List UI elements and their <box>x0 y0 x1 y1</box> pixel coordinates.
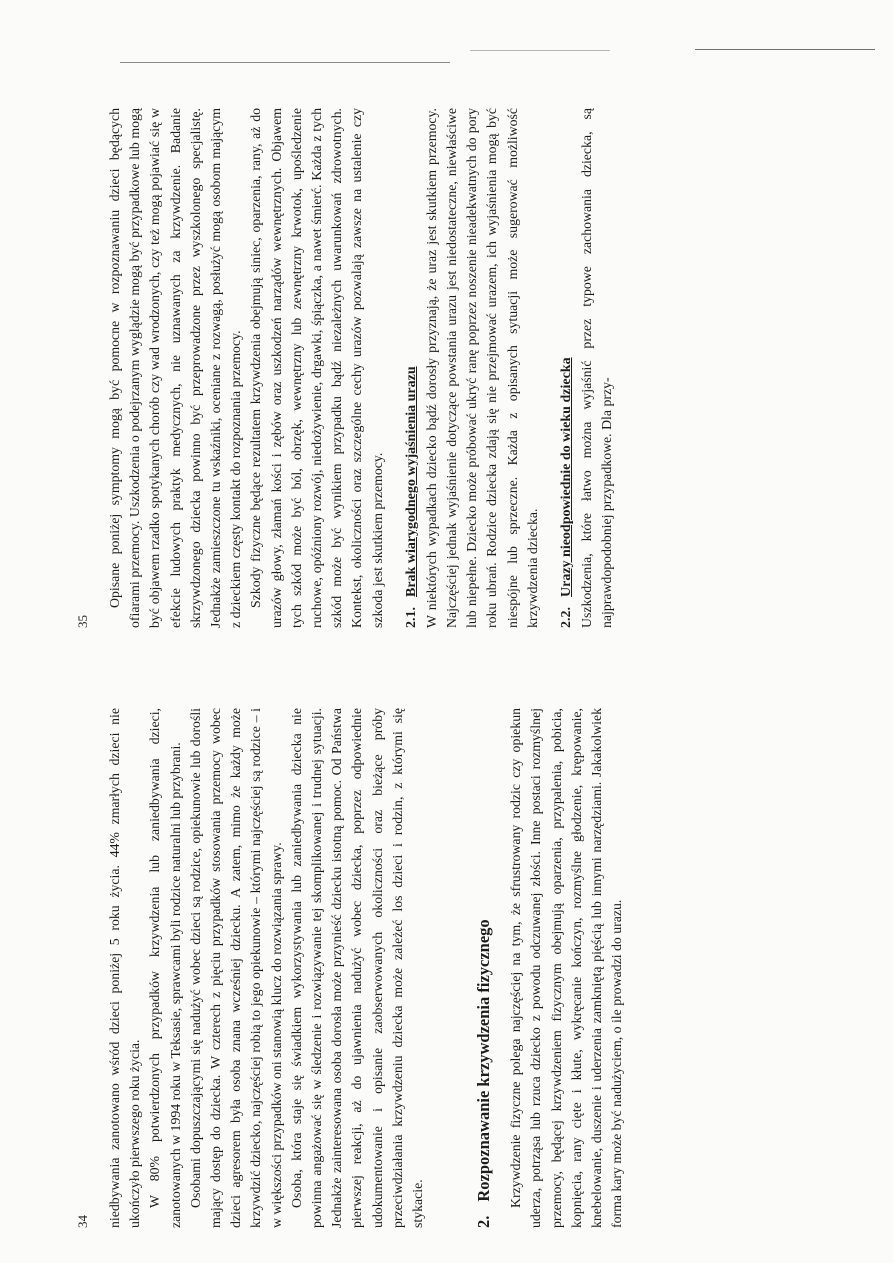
subsection-heading <box>557 108 577 628</box>
section-title: Rozpoznawanie krzywdzenia fizycznego <box>474 919 494 1202</box>
paragraph: W niektórych wypadkach dziecko bądź dorosły przyznają, że uraz jest skutkiem przemocy. Najczęściej jednak wyjaśnienie dotyczące powstania urazu jest niedostateczne, niewłaściwe lub niepełne. Dziecko może próbować ukryć ranę poprzez noszenie nieadekwatnych do pory roku ubrań. Rodzice dziecka zdają się nie przejmować urazem, ich wyjaśnienia mogą być niespójne lub sprzeczne. Każda z opisanych sytuacji może sugerować możliwość krzywdzenia dziecka. <box>423 108 540 628</box>
subsection-title: Brak wiarygodnego wyjaśnienia urazu <box>403 366 419 597</box>
book-spread <box>75 98 835 1228</box>
section-number: 2. <box>474 1215 494 1228</box>
paragraph: Osoba, która staje się świadkiem wykorzystywania lub zaniedbywania dziecka nie powinna angażować się w śledzenie i rozwiązywanie tej skomplikowanej i trudnej sytuacji. Jednakże zainteresowana osoba dorosła może przynieść dziecku istotną pomoc. Od Państwa pierwszej reakcji, aż do ujawnienia nadużyć wobec dziecka, poprzez odpowiednie udokumentowanie i opisanie zaobserwowanych okoliczności oraz bieżące próby przeciwdziałania krzywdzeniu dziecka może zależeć los dzieci i rodzin, z którymi się stykacie. <box>288 708 426 1228</box>
page-number: 34 <box>75 1215 90 1228</box>
paragraph: Szkody fizyczne będące rezultatem krzywdzenia obejmują siniec, oparzenia, rany, aż do urazów głowy, złamań kości i zębów oraz uszkodzeń narządów wewnętrznych. Objawem tych szkód może być ból, obrzęk, wewnętrzny lub zewnętrzny krwotok, upośledzenie ruchowe, opóźniony rozwój, niedożywienie, drgawki, śpiączka, a nawet śmierć. Każda z tych szkód może być wynikiem przypadku bądź niezależnych uwarunkowań zdrowotnych. Kontekst, okoliczności oraz szczególne cechy urazów pozwalają zawsze na ustalenie czy szkoda jest skutkiem przemocy. <box>248 108 385 628</box>
section-heading <box>472 708 496 1228</box>
paragraph: W 80% potwierdzonych przypadków krzywdzenia lub zaniedbywania dzieci, zanotowanych w 1994 roku w Teksasie, sprawcami byli rodzice naturalni lub przybrani. <box>147 708 183 1228</box>
paragraph: Uszkodzenia, które łatwo można wyjaśnić przez typowe zachowania dziecka, są najprawdopodobniej przypadkowe. Dla przy- <box>579 108 615 628</box>
subsection-number: 2.1. <box>403 607 419 628</box>
page-body <box>105 708 835 1228</box>
scan-artifact-line <box>120 62 450 63</box>
subsection-heading <box>402 108 422 628</box>
paragraph: Osobami dopuszczającymi się nadużyć wobec dzieci są rodzice, opiekunowie lub dorośli mający dostęp do dziecka. W czterech z pięciu przypadków stosowania przemocy wobec dzieci agresorem była osoba znana wcześniej dziecku. A zatem, mimo że każdy może krzywdzić dziecko, najczęściej robią to jego opiekunowie – którymi najczęściej są rodzice – i w większości przypadków oni stanowią klucz do rozwiązania sprawy. <box>187 708 284 1228</box>
page-35 <box>75 108 835 628</box>
scan-artifact-line <box>470 50 610 51</box>
paragraph: Opisane poniżej symptomy mogą być pomocne w rozpoznawaniu dzieci będących ofiarami przemocy. Uszkodzenia o podejrzanym wyglądzie mogą być przypadkowe lub mogą być objawem rzadko spotykanych chorób czy wad wrodzonych, czy też mogą pojawiać się w efekcie ludowych praktyk medycznych, nie uznawanych za krzywdzenie. Badanie skrzywdzonego dziecka powinno być przeprowadzone przez wyszkolonego specjalistę. Jednakże zamieszczone tu wskaźniki, oceniane z rozwagą, posłużyć mogą osobom mającym z dzieckiem częsty kontakt do rozpoznania przemocy. <box>107 108 244 628</box>
paragraph: Krzywdzenie fizyczne polega najczęściej na tym, że sfrustrowany rodzic czy opiekun uderza, potrząsa lub rzuca dziecko z powodu odczuwanej złości. Inne postaci rozmyślnej przemocy, będącej krzywdzeniem fizycznym obejmują oparzenia, przypalenia, pobicia, kopnięcia, rany cięte i kłute, wykręcanie kończyn, rozmyślne głodzenie, krępowanie, knebelowanie, duszenie i uderzenia zamkniętą pięścią lub innymi narzędziami. Jakakolwiek forma kary może być nadużyciem, o ile prowadzi do urazu. <box>508 708 625 1228</box>
subsection-number: 2.2. <box>559 607 575 628</box>
paragraph: niedbywania zanotowano wśród dzieci poniżej 5 roku życia. 44% zmarłych dzieci nie ukończyło pierwszego roku życia. <box>107 708 143 1228</box>
subsection-title: Urazy nieodpowiednie do wieku dziecka <box>559 357 575 597</box>
page-number: 35 <box>75 615 90 628</box>
scan-artifact-line <box>695 49 875 50</box>
page-body <box>105 108 835 628</box>
page-34 <box>75 708 835 1228</box>
